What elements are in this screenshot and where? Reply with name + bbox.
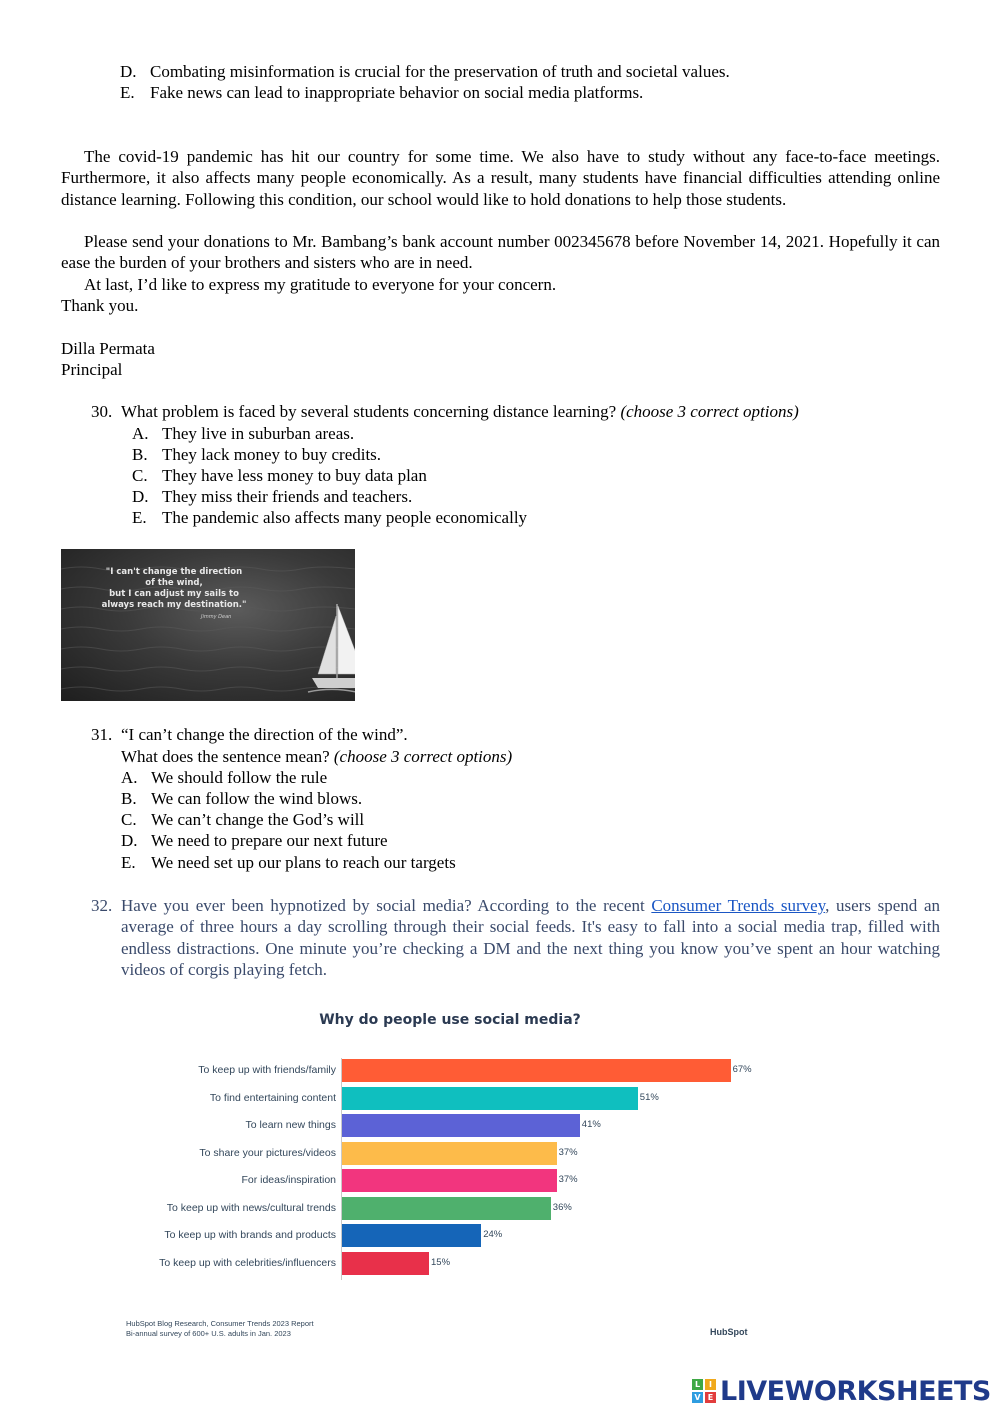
chart-category-label: To keep up with friends/family	[198, 1064, 336, 1076]
chart-value-label: 37%	[558, 1174, 578, 1185]
signer-title: Principal	[61, 360, 123, 379]
question-hint: (choose 3 correct options)	[333, 747, 513, 766]
question-32-body	[121, 895, 940, 981]
question-number: 31.	[91, 725, 113, 744]
chart-category-label: To share your pictures/videos	[199, 1146, 336, 1159]
sailboat-icon	[306, 604, 355, 699]
letter-p2-text: Please send your donations to Mr. Bambang’s bank account number 002345678 before November 14, 2021. Hopefully it can ease the burden of your brothers and sisters who are in need.	[61, 232, 940, 273]
social-media-chart	[100, 1000, 800, 1360]
letter-p1-text: The covid-19 pandemic has hit our country for some time. We also have to study without any face-to-face meetings. Furthermore, it also affects many people economically. As a result, many students have financial difficulties attending online distance learning. Following this condition, our school would like to hold donations to help those students.	[61, 147, 940, 209]
consumer-trends-link[interactable]: Consumer Trends survey	[651, 896, 826, 915]
option-letter: D.	[120, 62, 137, 81]
chart-value-label: 24%	[483, 1229, 503, 1240]
chart-value-label: 41%	[581, 1119, 601, 1130]
q30-option-e[interactable]	[132, 507, 527, 528]
chart-bar	[342, 1197, 551, 1220]
chart-source-line-1: HubSpot Blog Research, Consumer Trends 2023 Report	[126, 1319, 314, 1328]
q30-option-a[interactable]	[132, 423, 354, 444]
q31-option-b[interactable]	[121, 788, 362, 809]
chart-category-label: To keep up with brands and products	[164, 1229, 336, 1241]
chart-bar	[342, 1114, 580, 1137]
q30-option-c[interactable]	[132, 465, 427, 486]
logo-letter-e: E	[705, 1392, 716, 1403]
liveworksheets-logo[interactable]	[692, 1373, 991, 1409]
option-text: They miss their friends and teachers.	[162, 487, 413, 506]
logo-letter-v: V	[692, 1392, 703, 1403]
q31-option-a[interactable]	[121, 767, 327, 788]
letter-paragraph-1	[61, 146, 940, 210]
option-text: The pandemic also affects many people economically	[162, 508, 528, 527]
chart-value-label: 15%	[431, 1256, 451, 1268]
question-quote: “I can’t change the direction of the wind”.	[121, 725, 408, 744]
hubspot-logo: HubSpot	[710, 1327, 748, 1337]
option-letter: D.	[121, 831, 138, 850]
question-31	[91, 724, 408, 745]
q31-option-c[interactable]	[121, 809, 364, 830]
question-text: What does the sentence mean?	[121, 747, 330, 766]
option-text: We can follow the wind blows.	[151, 789, 363, 808]
option-letter: C.	[121, 810, 137, 829]
q30-option-b[interactable]	[132, 444, 381, 465]
option-letter: A.	[121, 768, 138, 787]
q32-text-before: Have you ever been hypnotized by social media? According to the recent	[121, 896, 652, 915]
option-text: We need to prepare our next future	[151, 831, 388, 850]
quote-line-3: but I can adjust my sails to	[109, 589, 239, 599]
option-letter: E.	[121, 853, 136, 872]
liveworksheets-wordmark: LIVEWORKSHEETS	[720, 1375, 991, 1407]
question-30	[91, 401, 799, 422]
option-text: Combating misinformation is crucial for the preservation of truth and societal values.	[150, 62, 730, 81]
option-text: They lack money to buy credits.	[162, 445, 382, 464]
signer-name: Dilla Permata	[61, 339, 155, 358]
chart-category-label: To learn new things	[245, 1119, 336, 1131]
quote-line-1: "I can't change the direction	[105, 567, 243, 577]
option-text: We can’t change the God’s will	[151, 810, 365, 829]
question-text: What problem is faced by several students concerning distance learning?	[121, 402, 617, 421]
chart-title: Why do people use social media?	[319, 1012, 581, 1028]
quote-line-4: always reach my destination."	[101, 600, 247, 610]
option-letter: E.	[132, 508, 147, 527]
chart-category-label: To keep up with news/cultural trends	[166, 1201, 336, 1214]
q31-option-e[interactable]	[121, 852, 456, 873]
option-text: We need set up our plans to reach our targets	[151, 853, 456, 872]
chart-bar	[342, 1087, 638, 1110]
quote-text	[79, 567, 269, 611]
question-hint: (choose 3 correct options)	[620, 402, 799, 421]
quote-author: Jimmy Dean	[201, 614, 232, 620]
chart-category-label: For ideas/inspiration	[241, 1174, 336, 1186]
option-text: They live in suburban areas.	[162, 424, 355, 443]
logo-letter-i: I	[705, 1379, 716, 1390]
quote-line-2: of the wind,	[145, 578, 203, 588]
q32-text-after: , users spend an average of three hours a day scrolling through their social feeds. It's easy to fall into a social media trap, filled with endless distractions. One minute you’re checking a DM and the next thing you know you’ve spent an hour watching videos of corgis playing fetch.	[121, 896, 940, 980]
option-letter: C.	[132, 466, 148, 485]
chart-value-label: 51%	[639, 1091, 659, 1103]
question-number: 32.	[91, 896, 113, 915]
chart-bar	[342, 1142, 557, 1165]
letter-paragraph-3	[61, 274, 940, 295]
chart-bar	[342, 1059, 731, 1082]
q31-option-d[interactable]	[121, 830, 388, 851]
option-text: Fake news can lead to inappropriate behavior on social media platforms.	[150, 83, 644, 102]
letter-closing: Thank you.	[61, 296, 139, 315]
letter-p3-text: At last, I’d like to express my gratitude to everyone for your concern.	[84, 275, 557, 294]
prev-option-e[interactable]	[120, 82, 643, 103]
chart-source-line-2: Bi-annual survey of 600+ U.S. adults in Jan. 2023	[126, 1329, 291, 1338]
chart-bar	[342, 1224, 481, 1247]
prev-option-d[interactable]	[120, 61, 730, 82]
letter-paragraph-2	[61, 231, 940, 274]
option-letter: A.	[132, 424, 149, 443]
chart-value-label: 67%	[732, 1064, 752, 1075]
logo-letter-l: L	[692, 1379, 703, 1390]
option-letter: E.	[120, 83, 135, 102]
option-letter: B.	[132, 445, 148, 464]
chart-value-label: 37%	[558, 1146, 578, 1158]
option-letter: D.	[132, 487, 149, 506]
option-letter: B.	[121, 789, 137, 808]
chart-category-label: To find entertaining content	[209, 1091, 336, 1104]
question-32	[91, 895, 940, 981]
option-text: They have less money to buy data plan	[162, 466, 427, 485]
option-text: We should follow the rule	[151, 768, 328, 787]
q30-option-d[interactable]	[132, 486, 412, 507]
liveworksheets-icon	[692, 1379, 716, 1403]
question-number: 30.	[91, 402, 113, 421]
chart-category-label: To keep up with celebrities/influencers	[159, 1256, 336, 1269]
chart-value-label: 36%	[552, 1201, 572, 1213]
sailboat-quote-image	[61, 549, 355, 701]
question-31-prompt	[121, 746, 512, 767]
chart-bar	[342, 1252, 429, 1275]
chart-bar	[342, 1169, 557, 1192]
